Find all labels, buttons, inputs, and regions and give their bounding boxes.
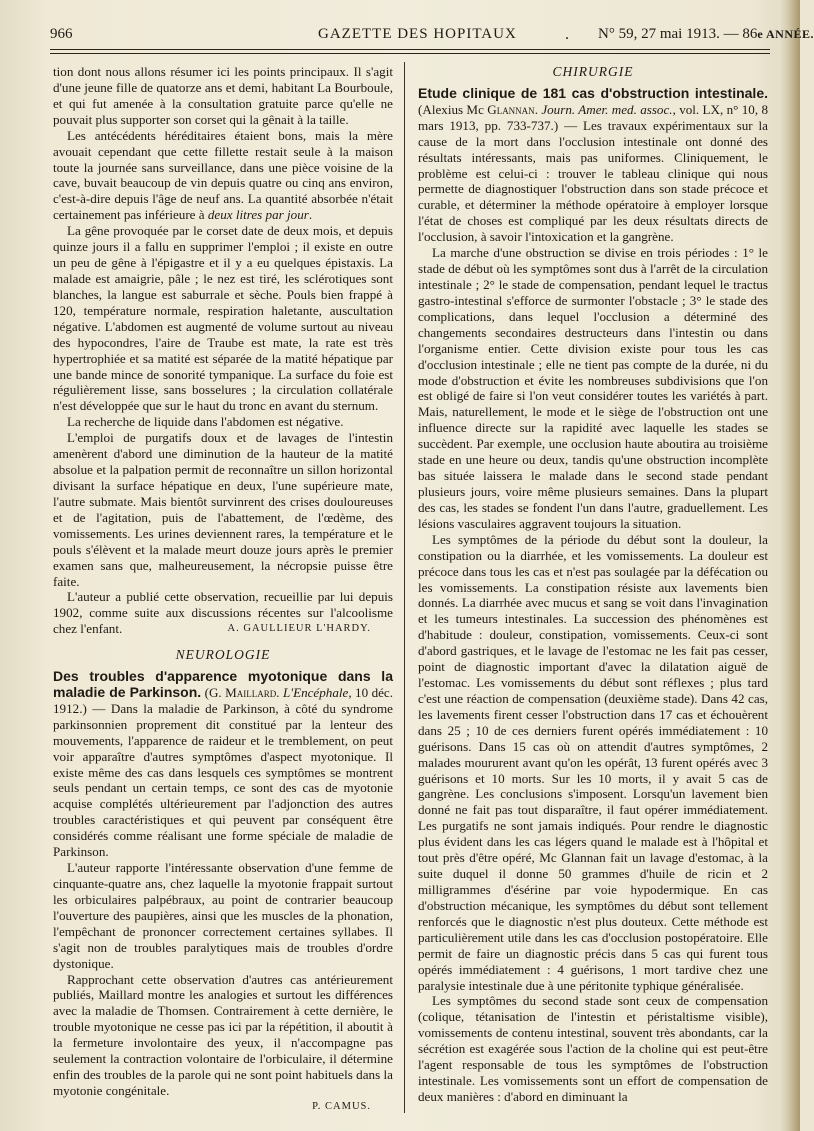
section-heading-chirurgie: CHIRURGIE — [552, 64, 634, 79]
paragraph: Rapprochant cette observation d'autres cas antérieurement publiés, Maillard montre les analogies et surtout les différences avec la maladie de Thomsen. Contrairement à cette dernière, le trouble myotonique ne cesse pas ici par la répétition, il aboutit à la fermeture involontaire des yeux, il n'accompagne pas seulement la contraction volontaire de l'orbiculaire, il détermine enfin des troubles de la parole qui ne sont point habituels dans la myotonie congénitale. — [53, 971, 393, 1098]
text-run: . — [534, 101, 542, 117]
text-run: (G. — [201, 684, 226, 700]
header-rule-bottom — [50, 53, 770, 54]
text-run: , 10 déc. 1912.) — Dans la maladie de Parkinson, à côté du syndrome parkinsonnien proprement dit constitué par la lenteur des mouvements, l'apparence de raideur et le tremblement, on peut voir apparaître d'autres symptômes d'aspect myotonique. Il existe même des cas dans lesquels ces symptômes se montrent seuls pendant un certain temps, ce sont des cas de myotonie acquise complétés ultérieurement par l'adjonction des autres troubles caractéristiques et qui peuvent par conséquent être considérés comme réalisant une forme spéciale de maladie de Parkinson. — [53, 684, 394, 860]
italic-text: deux litres par jour — [207, 207, 309, 223]
author-signature: A. GAULLIEUR L'HARDY. — [227, 623, 371, 635]
paragraph: La marche d'une obstruction se divise en trois périodes : 1° le stade de début où les symptômes sont dus à l'arrêt de la circulation intestinale ; 2° le stade de compensation, pendant lequel le tractus gastro-intestinal s'efforce de surmonter l'obstacle ; 3° le stade des complications, dans lequel l'occlusion a déterminé des changements secondaires destructeurs dans l'intestin ou dans l'organisme entier. Cette division existe pour tous les cas d'occlusion intestinale ; elle ne tient pas compte de la durée, ni du mode d'obstruction et évite les nombreuses subdivisions que l'on est obligé de faire si l'on veut considérer toutes les variétés à part. Mais, naturellement, le mode et le siège de l'obstruction ont une influence directe sur la rapidité avec laquelle les stades se succèdent. Par exemple, une occlusion haute aboutira au troisième stade en une heure ou deux, tandis qu'une obstruction incomplète bas située laissera le malade dans le second stade pendant plusieurs jours, voire même plusieurs semaines. Dans la plupart des cas, les stades se fondent l'un dans l'autre, graduellement. Les lésions vasculaires aggravent toujours la situation. — [418, 245, 768, 531]
running-header — [50, 24, 814, 48]
section-heading-neurologie: NEUROLOGIE — [175, 647, 271, 663]
article-paragraph — [53, 669, 393, 860]
right-column — [418, 64, 768, 1105]
paragraph: L'auteur a publié cette observation, recueillie par lui depuis 1902, comme suite aux discussions récentes sur l'alcoolisme chez l'enfant. — [53, 589, 393, 637]
issue-year-suffix: e ANNÉE. — [757, 27, 814, 41]
journal-name: Journ. Amer. med. assoc. — [541, 101, 673, 117]
author-name: Glannan — [487, 101, 535, 117]
text-run: (Alexius Mc — [418, 101, 488, 117]
text-run: . — [276, 684, 283, 700]
article-title: Des troubles d'apparence myotonique dans la maladie de Parkinson. — [53, 668, 393, 700]
paragraph: Les symptômes du second stade sont ceux de compensation (colique, tétanisation de l'intestin et péristaltisme visible), vomissements de contenu intestinal, souvent très abondants, car la sécrétion est exagérée sous l'action de la choline qui est peut-être l'agent responsable de tous les symptômes de l'obstruction intestinale. Les vomissements sont un effort de compensation de deux manières : d'abord en diminuant la — [418, 993, 768, 1104]
text-run: . — [308, 207, 313, 223]
column-divider — [404, 62, 405, 1113]
paragraph: La recherche de liquide dans l'abdomen est négative. — [67, 414, 344, 430]
paragraph: L'emploi de purgatifs doux et de lavages de l'intestin amenèrent d'abord une diminution de la hauteur de la matité absolue et la palpation permit de reconnaître un sillon horizontal divisant la surface hépatique en deux, l'une supérieure mate, l'autre submate. Mais bientôt survinrent des crises douloureuses et de l'agitation, puis de l'abattement, de l'œdème, des vomissements. Les urines deviennent rares, la température et le pouls s'élèvent et la malade meurt douze jours après le premier examen sans que, malheureusement, la nécropsie puisse être faite. — [53, 430, 393, 589]
header-rule-top — [50, 49, 770, 50]
journal-title: GAZETTE DES HOPITAUX — [318, 26, 517, 42]
text-run: , vol. LX, n° 10, 8 mars 1913, pp. 733-737.) — Les travaux expérimentaux sur la cause de la mort dans l'occlusion intestinale ont donné des résultats intéressants, mais pas uniformes. Cliniquement, le problème est celui-ci : trouver le tableau clinique qui nous permette de diagnostiquer l'obstruction dans son stade précoce et curable, et déterminer la méthode opératoire à employer lorsque l'état de choses est compliqué par les deux résultats directs de l'occlusion, à savoir l'intoxication et la gangrène. — [418, 101, 768, 245]
paragraph: tion dont nous allons résumer ici les points principaux. Il s'agit d'une jeune fille de quatorze ans et demi, habitant La Bourboule, et qui fut amenée à la consultation gratuite parce qu'elle ne pouvait plus supporter son corset qui la gênait à la taille. — [53, 64, 393, 127]
page-edge-shadow — [778, 0, 800, 1131]
author-name: Maillard — [225, 684, 277, 700]
author-signature: P. CAMUS. — [312, 1100, 371, 1112]
paragraph: Les symptômes de la période du début sont la douleur, la constipation ou la diarrhée, et les vomissements. La douleur est précoce dans tous les cas et n'est pas soulagée par la défécation ou les vomissements. La constipation résiste aux lavements bien donnés. La diarrhée avec mucus et sang se voit dans l'invagination et les tumeurs intestinales. La succession des phénomènes est d'habitude : douleur, constipation, vomissements. Ceux-ci sont d'abord gastriques, et le lavage de l'estomac ne les fait pas cesser, point de diagnostic important d'avec la dilatation aiguë de l'estomac. Les vomissements du début sont réflexes ; plus tard c'est une réaction de compensation (deuxième stade). Dans 42 cas, les lavements firent cesser l'obstruction dans 17 cas et échouèrent dans 25 ; 10 de ces derniers furent opérés immédiatement : 10 guérisons. Dans 15 cas où on attendit d'autres symptômes, 2 malades moururent avant qu'on les opérât, 13 furent opérés avec 3 guérisons et 10 morts. Sur les 10 morts, il y avait 5 cas de gangrène. Les conclusions s'imposent. Lorsqu'un lavement bien donné ne fait pas tout disparaître, il faut opérer immédiatement. Les purgatifs ne sont jamais indiqués. Pour rendre le diagnostic plus évident dans les cas légers quand le malade est à l'hôpital et tout près d'être opéré, Mc Glannan fait un lavage d'estomac, à la suite duquel il donne 50 grammes d'huile de ricin et 2 milligrammes d'ésérine par voie hypodermique. En cas d'obstruction mécanique, les symptômes du début sont tellement renforcés que le diagnostic n'est plus douteux. Cette méthode est particulièrement utile dans les cas d'occlusion postopératoire. Elle permit de faire un diagnostic précis dans 5 cas qui furent tous opérés immédiatement : 4 guérisons, 1 mort tardive chez une paralysie intestinale due à une péritonite typhique généralisée. — [418, 531, 768, 993]
left-column — [53, 64, 393, 1115]
issue-info — [598, 26, 814, 43]
issue-number-date: N° 59, 27 mai 1913. — 86 — [598, 26, 758, 42]
page-number: 966 — [50, 26, 73, 42]
paragraph: La gêne provoquée par le corset date de deux mois, et depuis quinze jours il a fallu en supprimer l'emploi ; il existe en outre un peu de gêne à l'épigastre et il y a eu quelques épistaxis. La malade est amaigrie, pâle ; le nez est tiré, les sclérotiques sont blanches, la langue est saburrale et sèche. Pouls bien frappé à 120, température normale, respiration haletante, auscultation négative. L'abdomen est augmenté de volume surtout au niveau des hypocondres, l'aire de Traube est mate, la rate est très hypertrophiée et sa matité est séparée de la matité hépatique par une bande mince de sonorité tympanique. La surface du foie est régulièrement lisse, sans bosselures ; la circulation collatérale n'est développée que sur le haut du tronc en avant du sternum. — [53, 223, 393, 414]
article-paragraph — [418, 86, 768, 245]
article-title: Etude clinique de 181 cas d'obstruction intestinale. — [418, 84, 768, 101]
paragraph: L'auteur rapporte l'intéressante observation d'une femme de cinquante-quatre ans, chez laquelle la myotonie frappait surtout les orbiculaires palpébraux, au point de contrarier beaucoup l'ouverture des paupières, ainsi que les muscles de la phonation, l'empêchant de prononcer correctement certaines syllabes. Il s'agit non de troubles paralytiques mais de troubles d'ordre dystonique. — [53, 860, 393, 971]
text-run: Les antécédents héréditaires étaient bons, mais la mère avouait cependant que cette fillette restait seule à la maison toute la journée sans surveillance, dans une pièce voisine de la cave, buvait beaucoup de vin depuis quatre ou cinq ans environ, c'est-à-dire depuis l'âge de neuf ans. La quantité absorbée n'était certainement pas inférieure à — [53, 127, 393, 223]
paragraph — [53, 128, 393, 224]
header-dot: . — [565, 26, 569, 43]
journal-name: L'Encéphale — [282, 684, 349, 700]
